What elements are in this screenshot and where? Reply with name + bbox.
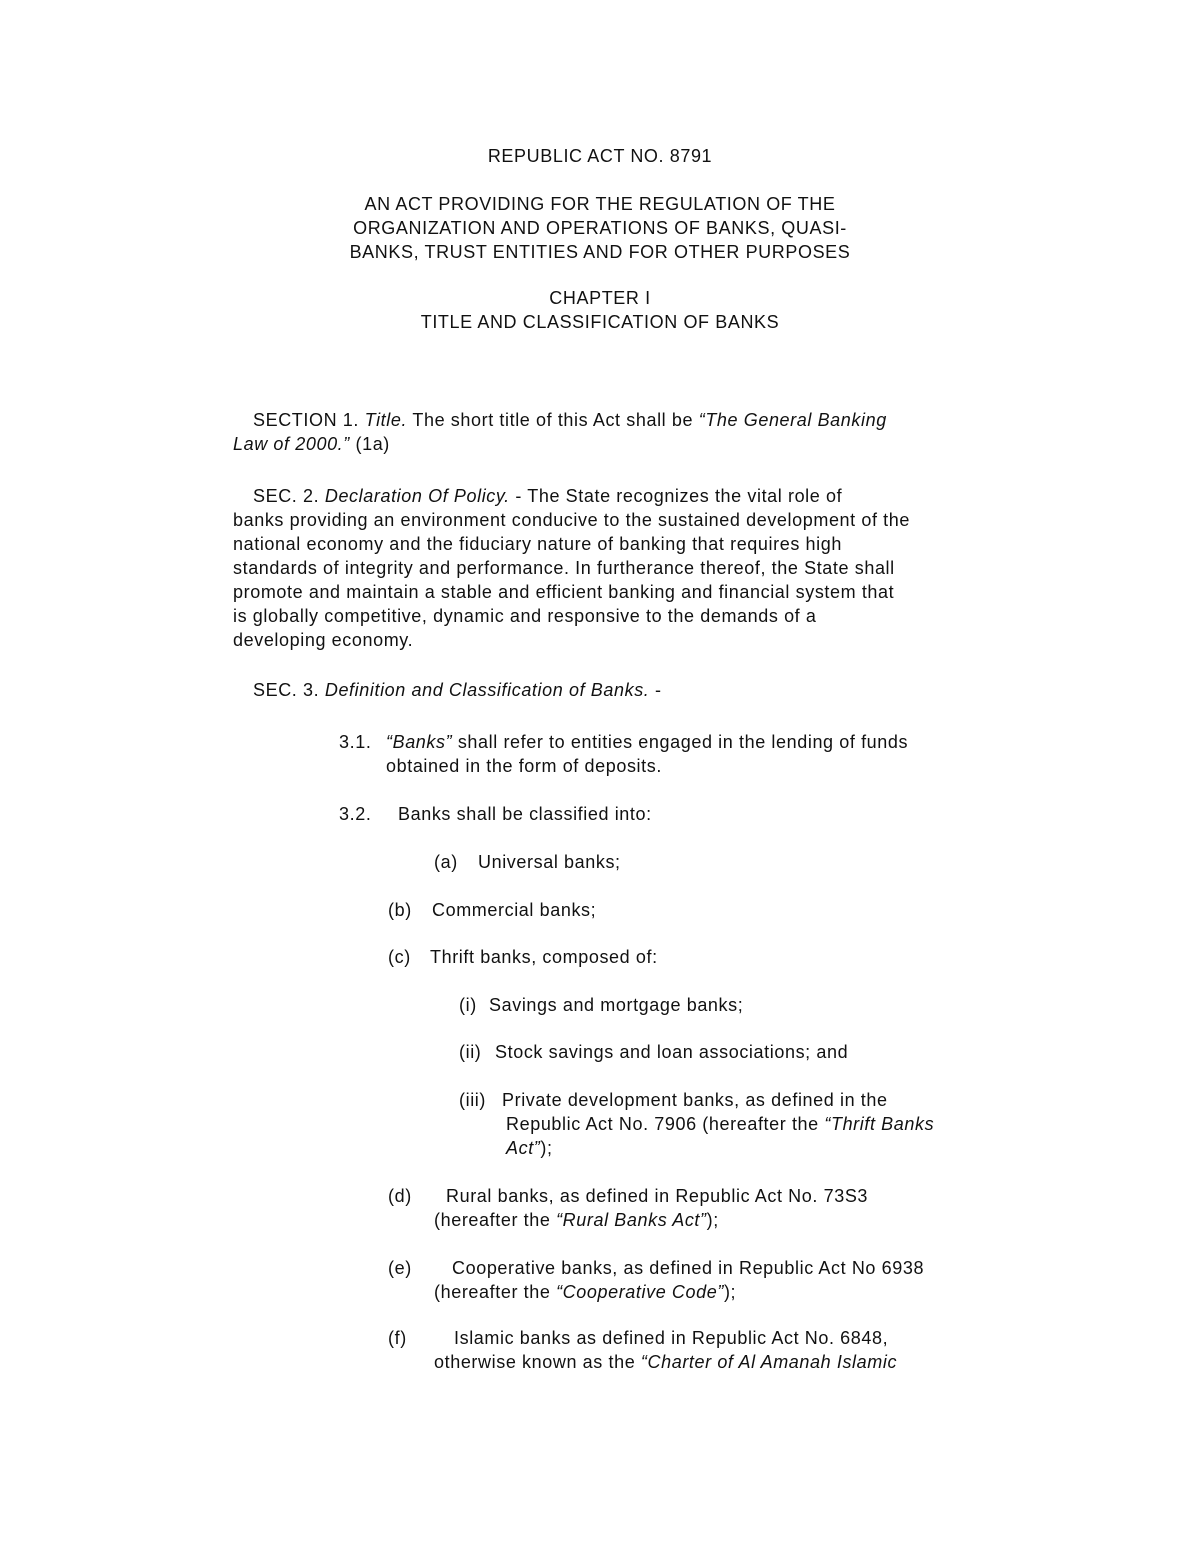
item-a-text: Universal banks; — [478, 852, 621, 872]
item-c-iii-mark: (iii) — [459, 1090, 486, 1110]
item-e-line-1: Cooperative banks, as defined in Republic Act No 6938 — [452, 1258, 925, 1278]
item-f-line-2: otherwise known as the “Charter of Al Amanah Islamic — [434, 1352, 898, 1372]
item-c-i-text: Savings and mortgage banks; — [489, 995, 744, 1015]
item-c-mark: (c) — [388, 947, 411, 967]
item-c-text: Thrift banks, composed of: — [430, 947, 658, 967]
item-b-mark: (b) — [388, 900, 412, 920]
item-c-iii-line-1: Private development banks, as defined in the — [502, 1090, 888, 1110]
section-1-line-1: SECTION 1. Title. The short title of this Act shall be “The General Banking — [253, 410, 887, 430]
item-c-ii-mark: (ii) — [459, 1042, 482, 1062]
item-c-iii-line-3: Act”); — [506, 1138, 553, 1158]
section-2-line-3: national economy and the fiduciary nature of banking that requires high — [233, 534, 842, 554]
section-2-line-2: banks providing an environment conducive to the sustained development of the — [233, 510, 911, 530]
item-c-iii-line-2: Republic Act No. 7906 (hereafter the “Thrift Banks — [506, 1114, 935, 1134]
section-3-line-1: SEC. 3. Definition and Classification of Banks. - — [253, 680, 662, 700]
section-1-line-2: Law of 2000.” (1a) — [233, 434, 390, 454]
section-2-line-4: standards of integrity and performance. In furtherance thereof, the State shall — [233, 558, 895, 578]
item-b-text: Commercial banks; — [432, 900, 597, 920]
section-2-line-5: promote and maintain a stable and efficient banking and financial system that — [233, 582, 895, 602]
section-2-label: SEC. 2. — [253, 486, 320, 506]
item-3-1-number: 3.1. — [339, 732, 372, 752]
section-1-label: SECTION 1. — [253, 410, 360, 430]
item-d-mark: (d) — [388, 1186, 412, 1206]
item-3-1-line-1: “Banks” shall refer to entities engaged in the lending of funds — [386, 732, 909, 752]
item-3-2-text: Banks shall be classified into: — [398, 804, 652, 824]
item-d-line-2: (hereafter the “Rural Banks Act”); — [434, 1210, 719, 1230]
act-title-line-3: BANKS, TRUST ENTITIES AND FOR OTHER PURPOSES — [349, 242, 851, 262]
item-e-mark: (e) — [388, 1258, 412, 1278]
item-3-1-line-2: obtained in the form of deposits. — [386, 756, 662, 776]
act-title-line-1: AN ACT PROVIDING FOR THE REGULATION OF THE — [364, 194, 836, 214]
item-f-line-1: Islamic banks as defined in Republic Act No. 6848, — [454, 1328, 889, 1348]
chapter-title: TITLE AND CLASSIFICATION OF BANKS — [420, 312, 780, 332]
item-c-ii-text: Stock savings and loan associations; and — [495, 1042, 849, 1062]
section-2-line-1: SEC. 2. Declaration Of Policy. - The State recognizes the vital role of — [253, 486, 843, 506]
section-2-line-6: is globally competitive, dynamic and responsive to the demands of a — [233, 606, 817, 626]
item-a-mark: (a) — [434, 852, 458, 872]
section-3-heading: Definition and Classification of Banks. — [324, 680, 650, 700]
section-2-heading: Declaration Of Policy. — [324, 486, 510, 506]
item-c-i-mark: (i) — [459, 995, 477, 1015]
act-number: REPUBLIC ACT NO. 8791 — [487, 146, 713, 166]
section-1-heading: Title. — [364, 410, 408, 430]
chapter-number: CHAPTER I — [549, 288, 651, 308]
section-3-label: SEC. 3. — [253, 680, 320, 700]
section-2-line-7: developing economy. — [233, 630, 414, 650]
act-title-line-2: ORGANIZATION AND OPERATIONS OF BANKS, QUASI- — [353, 218, 847, 238]
item-e-line-2: (hereafter the “Cooperative Code”); — [434, 1282, 737, 1302]
item-d-line-1: Rural banks, as defined in Republic Act No. 73S3 — [446, 1186, 869, 1206]
item-3-2-number: 3.2. — [339, 804, 372, 824]
item-f-mark: (f) — [388, 1328, 407, 1348]
